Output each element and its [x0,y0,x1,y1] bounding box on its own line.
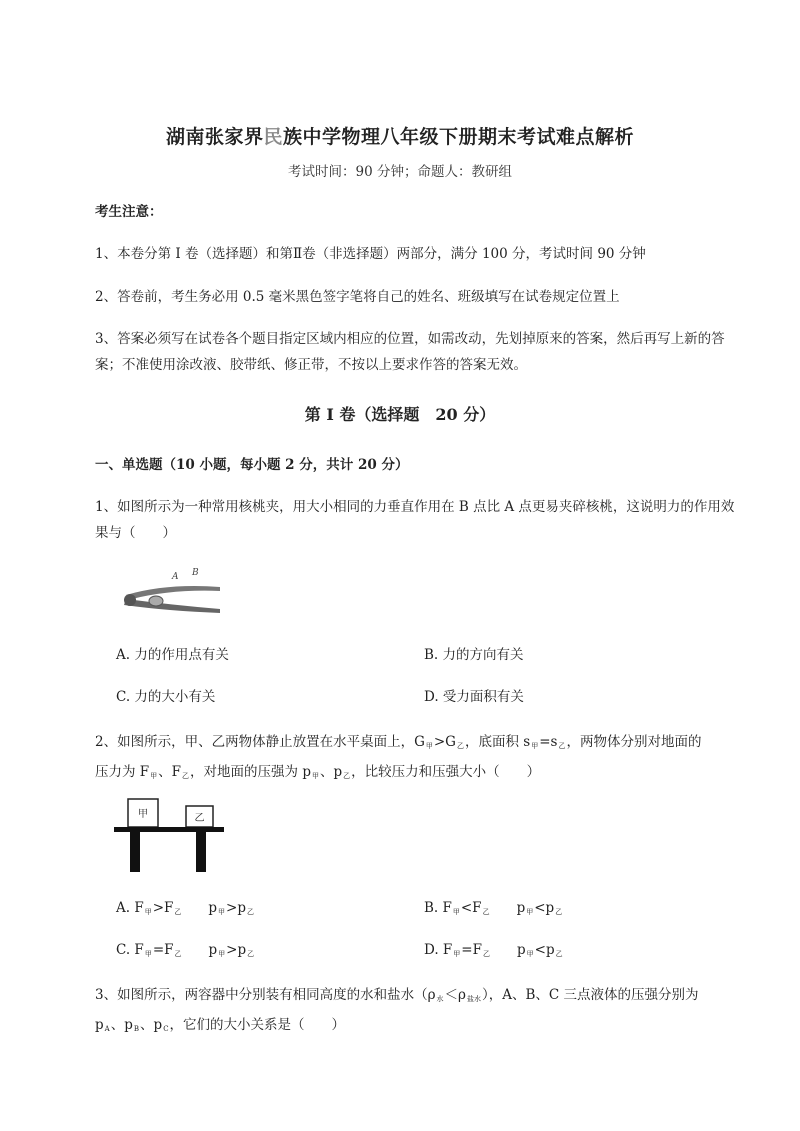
nutcracker-hinge [124,594,136,606]
part-title: 一、单选题（10 小题，每小题 2 分，共计 20 分） [95,457,409,473]
q2-option-b[interactable]: B. $F_甲<F_乙$ $p_甲<p_乙$ [424,900,563,916]
q2-option-c[interactable]: C. $F_甲=F_乙$ $p_甲>p_乙$ [116,942,255,958]
nutcracker-lower-arm [124,599,220,613]
nutcracker-figure [112,563,232,615]
table-figure [112,795,228,875]
title-highlight-char: 民 [263,126,283,148]
table-leg-left [130,832,140,872]
notice-item-2: 2、答卷前，考生务必用 0.5 毫米黑色签字笔将自己的姓名、班级填写在试卷规定位置上 [95,289,620,305]
block-jia-label: 甲 [138,809,148,820]
nutcracker-upper-arm [126,586,220,599]
notice-item-1: 1、本卷分第 I 卷（选择题）和第Ⅱ卷（非选择题）两部分，满分 100 分，考试时间 90 分钟 [95,246,646,262]
block-yi-label: 乙 [194,813,205,824]
q2-option-a[interactable]: A. $F_甲>F_乙$ $p_甲>p_乙$ [116,900,255,916]
table-top [114,827,224,832]
exam-meta: 考试时间：90 分钟；命题人：教研组 [288,164,512,180]
table-leg-right [196,832,206,872]
q1-option-d[interactable]: D. 受力面积有关 [424,689,524,705]
walnut [149,596,163,606]
question-3: 3、如图所示，两容器中分别装有相同高度的水和盐水$(\rho_水<\rho_{盐水})$，A、B、C 三点液体的压强分别为 $p_A$、$p_B$、$p_C$，它们的大小关系是（ ） [95,987,699,1033]
question-2: 2、如图所示，甲、乙两物体静止放置在水平桌面上，$G_甲>G_乙$，底面积 $s_甲=s_乙$，两物体分别对地面的 压力为 $F_甲$、$F_乙$，对地面的压强为 $p_甲$、$p_乙$，比较压力和压强大小（ ） [95,734,702,780]
notice-item-3: 3、答案必须写在试卷各个题目指定区域内相应的位置，如需改动，先划掉原来的答案，然后再写上新的答案；不准使用涂改液、胶带纸、修正带，不按以上要求作答的答案无效。 [95,331,725,373]
section-title: 第 I 卷（选择题 20 分） [304,405,496,424]
point-b-label: B [192,568,199,578]
page-title: 湖南张家界民族中学物理八年级下册期末考试难点解析 [165,126,635,148]
notice-heading: 考生注意： [95,204,163,220]
point-a-label: A [172,572,179,582]
q1-option-a[interactable]: A. 力的作用点有关 [116,647,229,663]
q1-option-b[interactable]: B. 力的方向有关 [424,647,524,663]
q1-option-c[interactable]: C. 力的大小有关 [116,689,216,705]
q2-option-d[interactable]: D. $F_甲=F_乙$ $p_甲<p_乙$ [424,942,563,958]
question-1: 1、如图所示为一种常用核桃夹，用大小相同的力垂直作用在 B 点比 A 点更易夹碎核桃，这说明力的作用效果与（ ） [95,499,735,541]
